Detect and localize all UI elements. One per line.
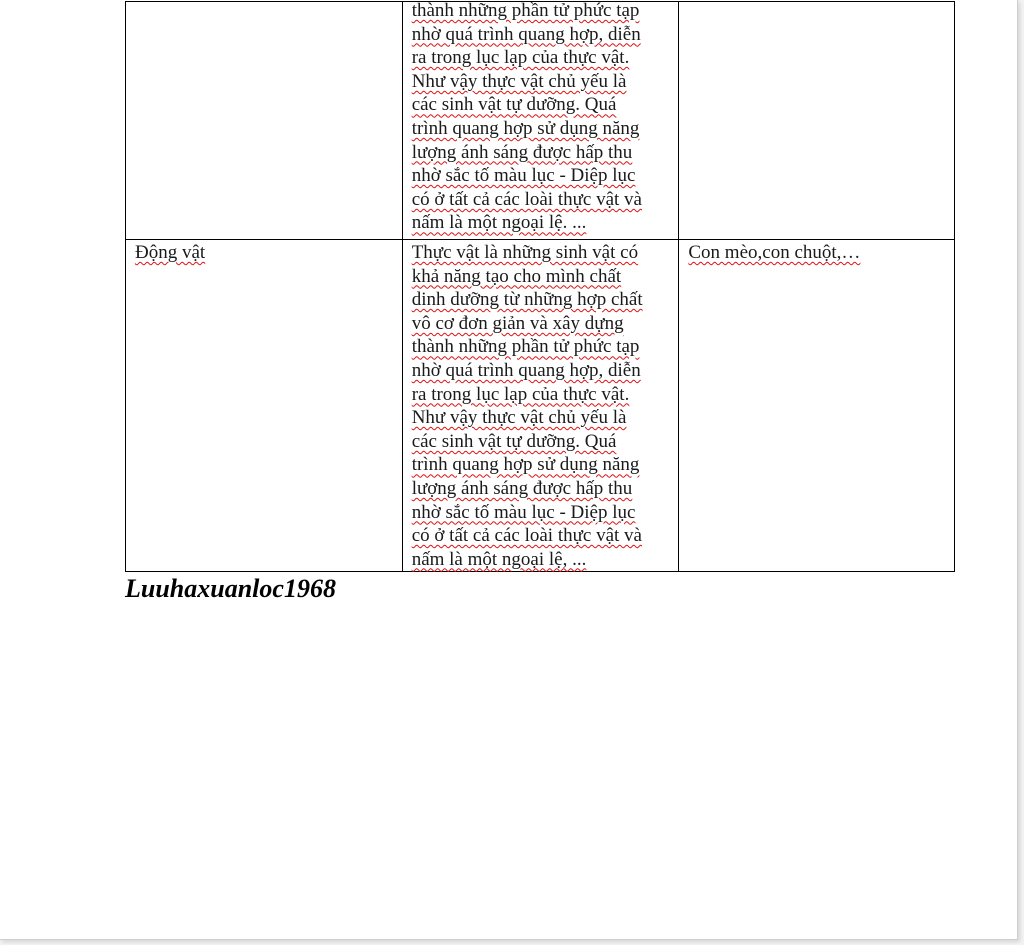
table-row bbox=[126, 240, 955, 572]
cell-text: thành những phần tử phức tạp nhờ quá trình quang hợp, diễn ra trong lục lạp của thực vật. Như vậy thực vật chủ yếu là các sinh vật tự dưỡng. Quá trình quang hợp sử dụng năng lượng ánh sáng được hấp thu nhờ sắc tố màu lục - Diệp lục có ở tất cả các loài thực vật và nấm là một ngoại lệ. ... bbox=[411, 0, 642, 234]
cell-text: Con mèo,con chuột,… bbox=[688, 242, 861, 263]
author-signature: Luuhaxuanloc1968 bbox=[125, 574, 336, 603]
table-row bbox=[126, 2, 955, 240]
table-cell-category[interactable] bbox=[126, 2, 403, 240]
cell-text: Thực vật là những sinh vật có khả năng tạo cho mình chất dinh dưỡng từ những hợp chất vô cơ đơn giản và xây dựng thành những phần tử phức tạp nhờ quá trình quang hợp, diễn ra trong lục lạp của thực vật. Như vậy thực vật chủ yếu là các sinh vật tự dưỡng. Quá trình quang hợp sử dụng năng lượng ánh sáng được hấp thu nhờ sắc tố màu lục - Diệp lục có ở tất cả các loài thực vật và nấm là một ngoại lệ, ... bbox=[411, 242, 643, 570]
table-cell-description[interactable] bbox=[402, 240, 679, 572]
table-cell-examples[interactable] bbox=[679, 240, 955, 572]
table-cell-category[interactable] bbox=[126, 240, 403, 572]
table-cell-examples[interactable] bbox=[679, 2, 955, 240]
cell-text: Động vật bbox=[135, 242, 206, 263]
content-table bbox=[125, 1, 955, 572]
table-cell-description[interactable] bbox=[402, 2, 679, 240]
